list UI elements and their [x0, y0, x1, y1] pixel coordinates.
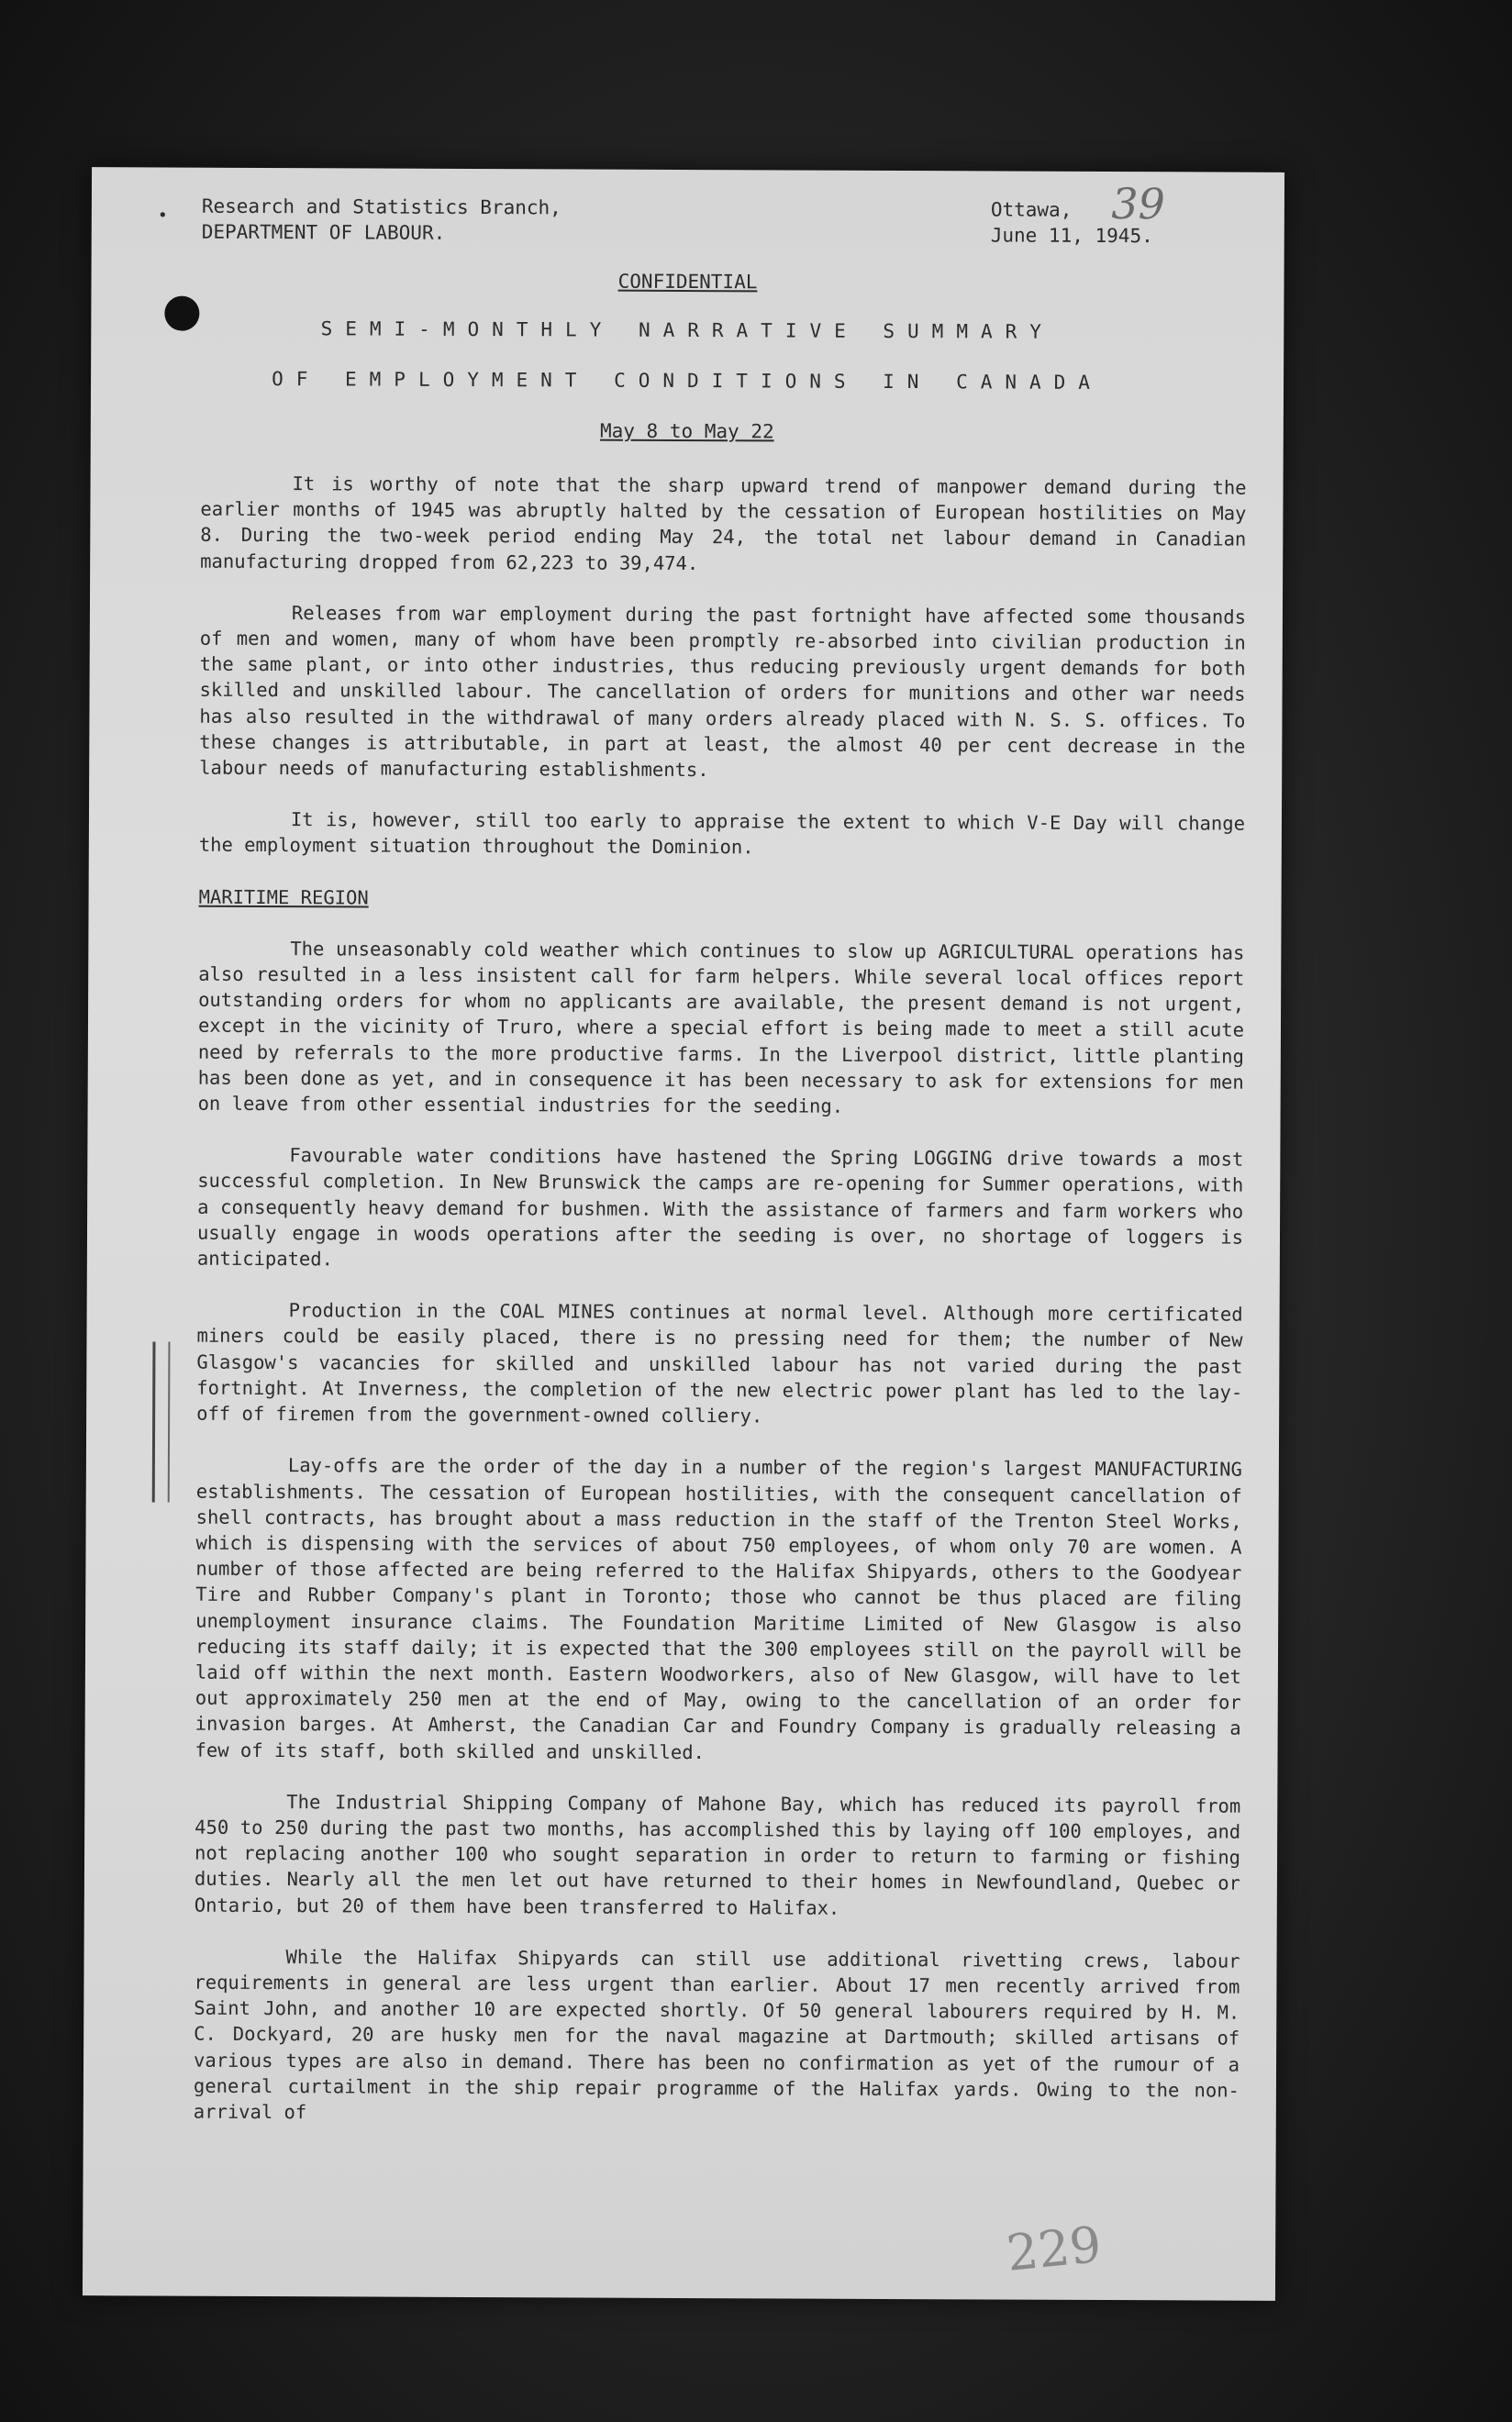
period-range: May 8 to May 22 [599, 419, 774, 443]
margin-bracket-annotation [152, 1341, 171, 1502]
header-left [202, 194, 561, 247]
paragraph: Production in the COAL MINES continues at normal level. Although more certificated miners could be easily placed, there is no pressing need for them; the number of New Glasgow's vacancies for skilled and unskilled labour has not varied during the past fortnight. At Inverness, the completion of the new electric power plant has led to the lay-off of firemen from the government-owned colliery. [196, 1299, 1243, 1428]
document-body [194, 471, 1247, 2155]
paragraph: Releases from war employment during the past fortnight have affected some thousands of men and women, many of whom have been promptly re-absorbed into civilian production in the same plant, or into other industries, thus reducing previously urgent demands for both skilled and unskilled labour. The cancellation of orders for munitions and other war needs has also resulted in the withdrawal of many orders already placed with N. S. S. offices. To these changes is attributable, in part at least, the almost 40 per cent decrease in the labour needs of manufacturing establishments. [199, 601, 1246, 782]
handwritten-page-number: 39 [1111, 179, 1166, 229]
paragraph: Favourable water conditions have hastened the Spring LOGGING drive towards a most successful completion. In New Brunswick the camps are re-opening for Summer operations, with a consequently heavy demand for bushmen. With the assistance of farmers and farm workers who usually engage in woods operations after the seeding is over, no shortage of loggers is anticipated. [196, 1144, 1244, 1271]
title-line-1: SEMI-MONTHLY NARRATIVE SUMMARY [320, 317, 1054, 343]
paragraph: Lay-offs are the order of the day in a number of the region's largest MANUFACTURING establishments. The cessation of European hostilities, with the consequent cancellation of shell contracts, has brought about a mass reduction in the staff of the Trenton Steel Works, which is dispensing with the services of about 750 employees, of whom only 70 are women. A number of those affected are being referred to the Halifax Shipyards, others to the Goodyear Tire and Rubber Company's plant in Toronto; those who cannot be thus placed are filing unemployment insurance claims. The Foundation Maritime Limited of New Glasgow is also reducing its staff daily; it is expected that the 300 employees still on the payroll will be laid off within the next month. Eastern Woodworkers, also of New Glasgow, will have to let out approximately 250 men at the end of May, owing to the cancellation of an order for invasion barges. At Amherst, the Canadian Car and Foundry Company is gradually releasing a few of its staff, both skilled and unskilled. [195, 1454, 1242, 1763]
header-right [991, 196, 1153, 249]
paragraph: It is worthy of note that the sharp upward trend of manpower demand during the earlier months of 1945 was abruptly halted by the cessation of European hostilities on May 8. During the two-week period ending May 24, the total net labour demand in Canadian manufacturing dropped from 62,223 to 39,474. [200, 472, 1247, 574]
document-date: June 11, 1945. [990, 224, 1153, 248]
city: Ottawa, [990, 198, 1073, 221]
paragraph: It is, however, still too early to appraise the extent to which V-E Day will change the employment situation throughout the Dominion. [198, 808, 1246, 859]
archive-stamp-number: 229 [1004, 2215, 1105, 2283]
document-page [83, 167, 1284, 2301]
classification-label: CONFIDENTIAL [617, 270, 758, 294]
section-heading: MARITIME REGION [198, 885, 369, 909]
paragraph: The unseasonably cold weather which continues to slow up AGRICULTURAL operations has also resulted in a less insistent call for farm helpers. While several local offices report outstanding orders for whom no applicants are available, the present demand is not urgent, except in the vicinity of Truro, where a special effort is being made to meet a still acute need by referrals to the more productive farms. In the Liverpool district, little planting has been done as yet, and in consequence it has been necessary to ask for extensions for men on leave from other essential industries for the seeding. [197, 937, 1245, 1117]
margin-mark: • [157, 206, 168, 226]
paragraph: The Industrial Shipping Company of Mahone Bay, which has reduced its payroll from 450 to 250 during the past two months, has accomplished this by laying off 100 employes, and not replacing another 100 who sought separation in order to return to farming or fishing duties. Nearly all the men let out have returned to their homes in Newfoundland, Quebec or Ontario, but 20 of them have been transferred to Halifax. [194, 1790, 1241, 1919]
paragraph: While the Halifax Shipyards can still use additional rivetting crews, labour requirements in general are less urgent than earlier. About 17 men recently arrived from Saint John, and another 10 are expected shortly. Of 50 general labourers required by H. M. C. Dockyard, 20 are husky men for the naval magazine at Dartmouth; skilled artisans of various types are also in demand. There has been no confirmation as yet of the rumour of a general curtailment in the ship repair programme of the Halifax yards. Owing to the non-arrival of [193, 1945, 1240, 2124]
title-line-2: OF EMPLOYMENT CONDITIONS IN CANADA [272, 368, 1104, 394]
department-name: DEPARTMENT OF LABOUR. [201, 220, 446, 244]
branch-name: Research and Statistics Branch, [201, 194, 561, 219]
